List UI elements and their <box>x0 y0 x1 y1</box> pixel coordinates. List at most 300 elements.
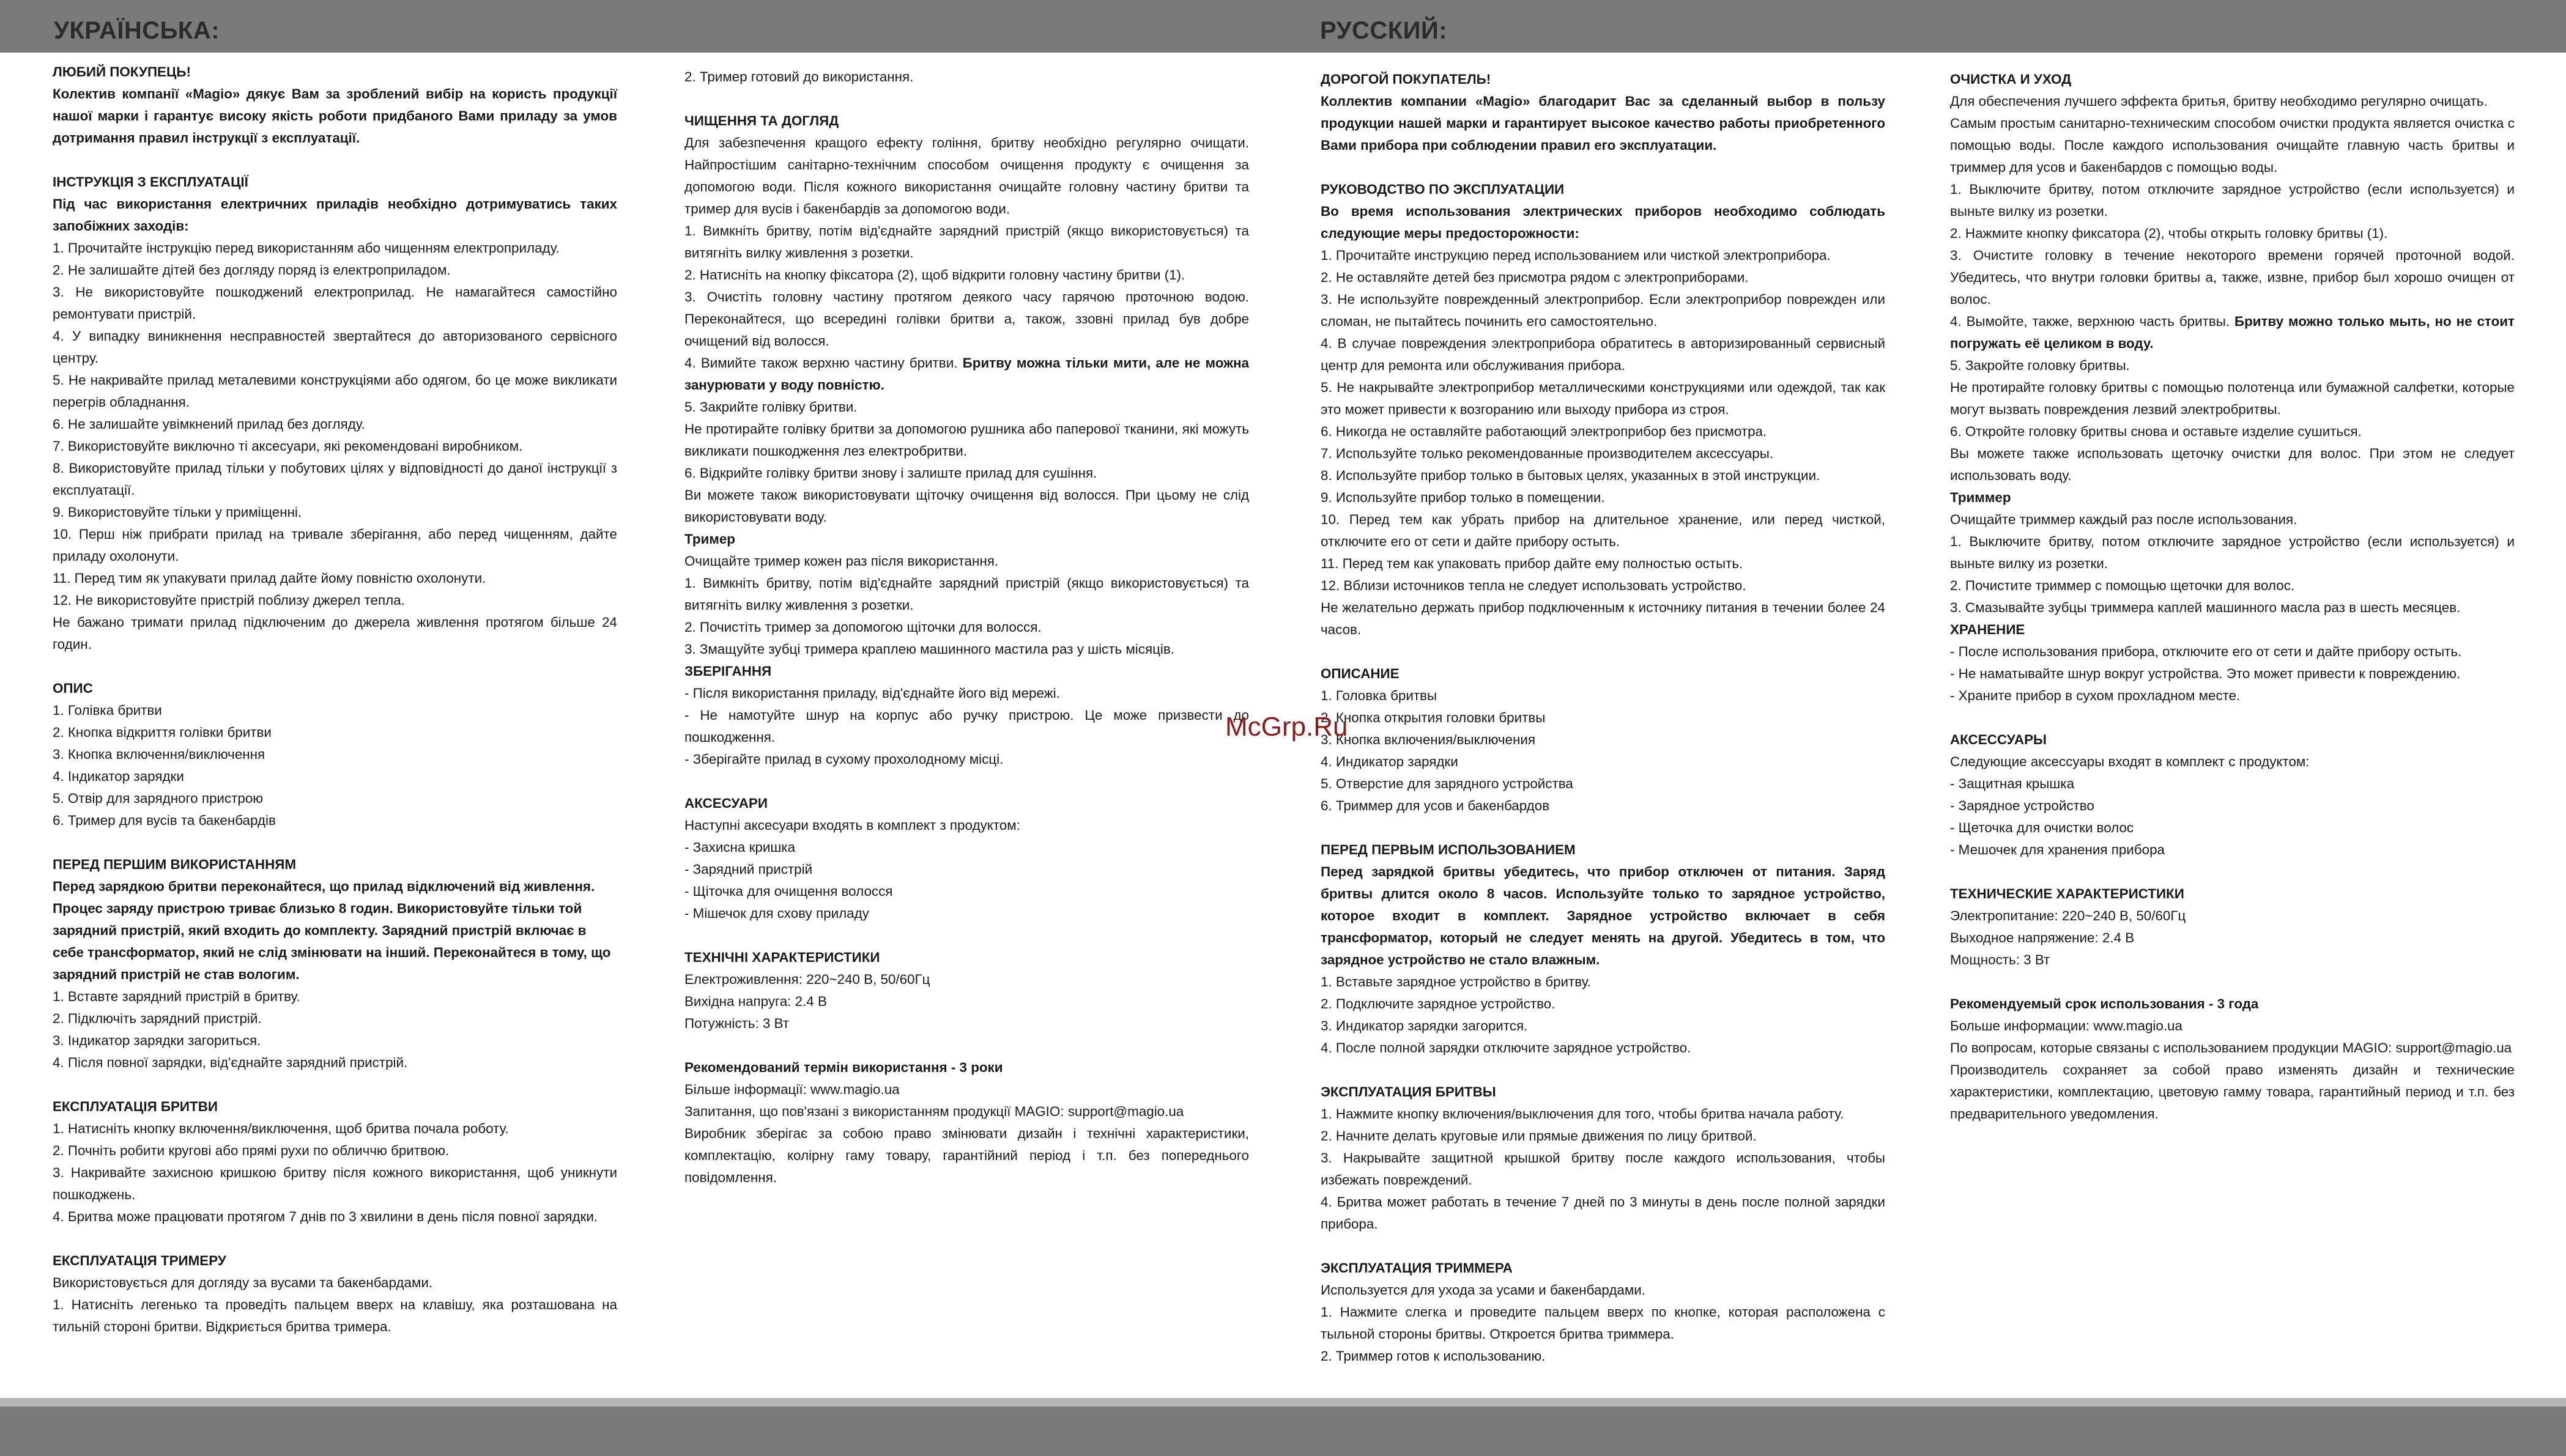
paragraph <box>53 1272 617 1294</box>
paragraph-text: 7. Используйте только рекомендованные производителем аксессуары. <box>1321 446 1774 461</box>
paragraph-text: - Після використання приладу, від'єднайте його від мережі. <box>684 686 1060 701</box>
paragraph-text: 1. Выключите бритву, потом отключите зарядное устройство (если используется) и выньте вилку из розетки. <box>1950 182 2515 219</box>
paragraph-text: ОПИС <box>53 681 93 696</box>
paragraph <box>1321 245 1885 267</box>
paragraph <box>1950 839 2515 861</box>
paragraph-text: Електроживлення: 220~240 В, 50/60Гц <box>684 972 930 987</box>
paragraph-text: 4. В случае повреждения электроприбора обратитесь в авторизированный сервисный центр для ремонта или обслуживания прибора. <box>1321 336 1885 373</box>
paragraph <box>1321 421 1885 443</box>
paragraph-text: 2. Почистіть тример за допомогою щіточки для волосся. <box>684 619 1042 635</box>
paragraph <box>1950 355 2515 377</box>
paragraph-text: 3. Індикатор зарядки загориться. <box>53 1033 261 1048</box>
paragraph <box>684 462 1249 484</box>
paragraph <box>1950 927 2515 949</box>
paragraph-text: - Не наматывайте шнур вокруг устройства. Это может привести к повреждению. <box>1950 666 2461 681</box>
paragraph <box>53 259 617 281</box>
paragraph-text: 2. Почистите триммер с помощью щеточки для волос. <box>1950 578 2295 593</box>
paragraph-text: Колектив компанії «Magio» дякує Вам за зроблений вибір на користь продукції нашої марки і гарантує високу якість роботи придбаного Вами приладу за умов дотримання правил інструкції з експлуатації. <box>53 86 617 146</box>
paragraph <box>1321 1147 1885 1191</box>
paragraph <box>53 876 617 986</box>
emphasis-text: Бритву можно только мыть, но не стоит погружать её целиком в воду. <box>1950 314 2515 351</box>
section-heading <box>1950 993 2515 1015</box>
paragraph-text: 6. Никогда не оставляйте работающий электроприбор без присмотра. <box>1321 424 1767 439</box>
paragraph <box>684 572 1249 616</box>
paragraph <box>684 352 1249 396</box>
paragraph <box>1321 1015 1885 1037</box>
section-heading <box>1950 883 2515 905</box>
section-heading <box>1950 619 2515 641</box>
paragraph <box>53 413 617 435</box>
section-heading <box>53 171 617 193</box>
section-heading <box>684 1057 1249 1079</box>
paragraph-text: 6. Тример для вусів та бакенбардів <box>53 813 276 828</box>
paragraph-text: 2. Не оставляйте детей без присмотра рядом с электроприборами. <box>1321 270 1749 285</box>
paragraph-text: Очищайте тример кожен раз після використання. <box>684 553 999 569</box>
section-heading <box>684 660 1249 682</box>
paragraph-text: 4. После полной зарядки отключите зарядное устройство. <box>1321 1040 1691 1055</box>
paragraph-text: Більше інформації: www.magio.ua <box>684 1082 900 1097</box>
paragraph <box>1321 1191 1885 1235</box>
paragraph <box>53 193 617 237</box>
paragraph-text: Больше информации: www.magio.ua <box>1950 1018 2182 1033</box>
paragraph-text: ПЕРЕД ПЕРШИМ ВИКОРИСТАННЯМ <box>53 857 297 872</box>
paragraph <box>53 722 617 744</box>
paragraph-text: 8. Используйте прибор только в бытовых целях, указанных в этой инструкции. <box>1321 468 1820 483</box>
paragraph-text: Рекомендуемый срок использования - 3 года <box>1950 996 2259 1011</box>
paragraph-text: Не бажано тримати прилад підключеним до джерела живлення протягом більше 24 годин. <box>53 615 617 652</box>
paragraph-text: 5. Отверстие для зарядного устройства <box>1321 776 1573 791</box>
paragraph-text: 5. Отвір для зарядного пристрою <box>53 791 264 806</box>
paragraph <box>53 501 617 523</box>
paragraph-text: 10. Перед тем как убрать прибор на длительное хранение, или перед чисткой, отключите его от сети и дайте прибору остыть. <box>1321 512 1885 549</box>
paragraph <box>53 457 617 501</box>
paragraph <box>1321 1103 1885 1125</box>
paragraph-text: 5. Не накривайте прилад металевими конструкціями або одягом, бо це може викликати перегрів обладнання. <box>53 372 617 410</box>
paragraph <box>53 1008 617 1030</box>
paragraph <box>1321 267 1885 289</box>
paragraph-text: ЗБЕРІГАННЯ <box>684 663 772 679</box>
paragraph-text: 1. Натисніть кнопку включення/виключення, щоб бритва почала роботу. <box>53 1121 509 1136</box>
paragraph-text: 10. Перш ніж прибрати прилад на тривале зберігання, або перед чищенням, дайте приладу охолонути. <box>53 527 617 564</box>
emphasis-text: Бритву можна тільки мити, але не можна занурювати у воду повністю. <box>684 355 1249 393</box>
paragraph <box>684 837 1249 859</box>
section-heading <box>53 61 617 83</box>
section-heading <box>1950 487 2515 509</box>
paragraph <box>684 1123 1249 1189</box>
paragraph <box>1950 597 2515 619</box>
paragraph <box>684 616 1249 638</box>
paragraph-text: 6. Не залишайте увімкнений прилад без догляду. <box>53 416 365 432</box>
paragraph <box>1321 1037 1885 1059</box>
paragraph <box>53 1140 617 1162</box>
paragraph <box>1950 531 2515 575</box>
paragraph <box>53 589 617 612</box>
paragraph-text: 3. Кнопка включення/виключення <box>53 747 265 762</box>
section-heading <box>1950 729 2515 751</box>
paragraph-text: 12. Вблизи источников тепла не следует использовать устройство. <box>1321 578 1746 593</box>
paragraph <box>1321 553 1885 575</box>
paragraph-text: 1. Нажмите слегка и проведите пальцем вверх по кнопке, которая расположена с тыльной стороны бритвы. Откроется бритва триммера. <box>1321 1304 1885 1342</box>
paragraph-text: 2. Кнопка открытия головки бритвы <box>1321 710 1546 725</box>
paragraph-text: 4. Вымойте, также, верхнюю часть бритвы. <box>1950 314 2230 329</box>
paragraph <box>53 523 617 567</box>
paragraph-text: РУКОВОДСТВО ПО ЭКСПЛУАТАЦИИ <box>1321 182 1565 197</box>
paragraph <box>1950 113 2515 179</box>
paragraph-text: - Захисна кришка <box>684 840 796 855</box>
paragraph <box>684 903 1249 925</box>
paragraph <box>1950 575 2515 597</box>
paragraph-text: АКСЕССУАРЫ <box>1950 732 2047 747</box>
paragraph-text: 6. Триммер для усов и бакенбардов <box>1321 798 1550 813</box>
paragraph-text: ХРАНЕНИЕ <box>1950 622 2025 637</box>
paragraph <box>684 991 1249 1013</box>
paragraph <box>1950 663 2515 685</box>
paragraph <box>1950 1015 2515 1037</box>
paragraph <box>1321 91 1885 157</box>
paragraph-text: - Зарядний пристрій <box>684 862 813 877</box>
paragraph <box>1950 795 2515 817</box>
paragraph-text: 12. Не використовуйте пристрій поблизу джерел тепла. <box>53 593 405 608</box>
paragraph <box>53 744 617 766</box>
paragraph <box>1950 311 2515 355</box>
paragraph-text: Тример <box>684 531 735 547</box>
paragraph-text: 4. У випадку виникнення несправностей звертайтеся до авторизованого сервісного центру. <box>53 328 617 366</box>
paragraph-text: - Зарядное устройство <box>1950 798 2094 813</box>
paragraph <box>1950 1059 2515 1125</box>
paragraph <box>1950 949 2515 971</box>
paragraph <box>53 281 617 325</box>
paragraph-text: Во время использования электрических приборов необходимо соблюдать следующие меры предосторожности: <box>1321 204 1885 241</box>
paragraph-text: ЭКСПЛУАТАЦИЯ БРИТВЫ <box>1321 1084 1496 1099</box>
section-heading <box>684 110 1249 132</box>
column-russian-left <box>1321 68 1885 1367</box>
paragraph <box>684 264 1249 286</box>
paragraph <box>684 1079 1249 1101</box>
paragraph <box>684 859 1249 881</box>
paragraph-text: Не протирайте головку бритвы с помощью полотенца или бумажной салфетки, которые могут вызвать повреждения лезвий электробритвы. <box>1950 380 2515 417</box>
paragraph-text: - Зберігайте прилад в сухому прохолодному місці. <box>684 752 1004 767</box>
paragraph <box>684 220 1249 264</box>
paragraph-text: Під час використання електричних приладів необхідно дотримуватись таких запобіжних заходів: <box>53 196 617 234</box>
paragraph-text: ЛЮБИЙ ПОКУПЕЦЬ! <box>53 64 191 79</box>
paragraph-text: ЕКСПЛУАТАЦІЯ ТРИМЕРУ <box>53 1253 226 1268</box>
paragraph-text: 1. Вимкніть бритву, потім від'єднайте зарядний пристрій (якщо використовується) та витягніть вилку живлення з розетки. <box>684 223 1249 261</box>
paragraph <box>53 83 617 149</box>
section-heading <box>684 528 1249 550</box>
paragraph-text: По вопросам, которые связаны с использованием продукции MAGIO: support@magio.ua <box>1950 1040 2512 1055</box>
paragraph-text: 1. Нажмите кнопку включения/выключения для того, чтобы бритва начала работу. <box>1321 1106 1844 1122</box>
section-heading <box>1950 68 2515 91</box>
paragraph <box>1950 773 2515 795</box>
paragraph <box>1950 905 2515 927</box>
paragraph-text: 1. Вставте зарядний пристрій в бритву. <box>53 989 300 1004</box>
paragraph <box>1950 1037 2515 1059</box>
paragraph-text: Не протирайте голівку бритви за допомогою рушника або паперової тканини, які можуть викликати пошкодження лез електробритви. <box>684 421 1249 459</box>
paragraph-text: АКСЕСУАРИ <box>684 796 768 811</box>
paragraph-text: 4. Після повної зарядки, від'єднайте зарядний пристрій. <box>53 1055 408 1070</box>
section-heading <box>684 947 1249 969</box>
paragraph-text: 3. Очистіть головну частину протягом деякого часу гарячою проточною водою. Переконайтеся, що всередині голівки бритви а, також, ззовні прилад був добре очищений від волосся. <box>684 289 1249 349</box>
paragraph <box>1321 1125 1885 1147</box>
paragraph <box>1950 509 2515 531</box>
paragraph-text: Використовується для догляду за вусами та бакенбардами. <box>53 1275 433 1290</box>
paragraph <box>1321 729 1885 751</box>
paragraph <box>53 788 617 810</box>
watermark: McGrp.Ru <box>1225 712 1348 742</box>
paragraph <box>53 1162 617 1206</box>
paragraph-text: 3. Змащуйте зубці тримера краплею машинного мастила раз у шість місяців. <box>684 641 1174 657</box>
paragraph <box>1321 751 1885 773</box>
paragraph <box>1321 509 1885 553</box>
paragraph <box>684 815 1249 837</box>
paragraph-text: 5. Закройте головку бритвы. <box>1950 358 2130 373</box>
paragraph-text: 3. Не використовуйте пошкоджений електроприлад. Не намагайтеся самостійно ремонтувати пристрій. <box>53 284 617 322</box>
paragraph-text: Перед зарядкою бритви переконайтеся, що прилад відключений від живлення. Процес заряду пристрою триває близько 8 годин. Використовуйте тільки той зарядний пристрій, який входить до комплекту. Зарядний пристрій включає в себе трансформатор, який не слід змінювати на інший. Переконайтеся в тому, що зарядний пристрій не став вологим. <box>53 879 611 982</box>
paragraph <box>1950 91 2515 113</box>
column-ukrainian-left <box>53 61 617 1338</box>
paragraph-text: ЭКСПЛУАТАЦИЯ ТРИММЕРА <box>1321 1260 1513 1276</box>
paragraph-text: 8. Використовуйте прилад тільки у побутових цілях у відповідності до даної інструкції з експлуатації. <box>53 460 617 498</box>
paragraph <box>1321 1301 1885 1345</box>
section-heading <box>1321 1081 1885 1103</box>
paragraph-text: 7. Використовуйте виключно ті аксесуари, які рекомендовані виробником. <box>53 438 523 454</box>
paragraph <box>684 286 1249 352</box>
paragraph-text: Ви можете також використовувати щіточку очищення від волосся. При цьому не слід використовувати воду. <box>684 487 1249 525</box>
paragraph <box>1321 597 1885 641</box>
paragraph-text: 2. Кнопка відкриття голівки бритви <box>53 725 272 740</box>
paragraph <box>1321 707 1885 729</box>
paragraph-text: Триммер <box>1950 490 2011 505</box>
paragraph-text: Потужність: 3 Вт <box>684 1016 790 1031</box>
paragraph <box>684 881 1249 903</box>
paragraph <box>53 810 617 832</box>
paragraph <box>53 435 617 457</box>
header-bar <box>0 0 2566 53</box>
paragraph-text: 9. Використовуйте тільки у приміщенні. <box>53 504 302 520</box>
paragraph <box>1321 201 1885 245</box>
paragraph-text: Виробник зберігає за собою право змінювати дизайн і технічні характеристики, комплектацію, колірну гаму товару, гарантійний період і т.п. без попереднього повідомлення. <box>684 1126 1249 1185</box>
paragraph <box>53 1052 617 1074</box>
paragraph-text: 9. Используйте прибор только в помещении. <box>1321 490 1605 505</box>
paragraph-text: ТЕХНІЧНІ ХАРАКТЕРИСТИКИ <box>684 950 880 965</box>
paragraph-text: 11. Перед тим як упакувати прилад дайте йому повністю охолонути. <box>53 571 486 586</box>
paragraph-text: 1. Натисніть легенько та проведіть пальцем вверх на клавішу, яка розташована на тильній стороні бритви. Відкриється бритва тримера. <box>53 1297 617 1334</box>
paragraph <box>53 1118 617 1140</box>
paragraph <box>1950 377 2515 421</box>
paragraph-text: 2. Начните делать круговые или прямые движения по лицу бритвой. <box>1321 1128 1757 1144</box>
paragraph <box>684 748 1249 770</box>
paragraph-text: Не желательно держать прибор подключенным к источнику питания в течении более 24 часов. <box>1321 600 1885 637</box>
paragraph-text: 1. Голівка бритви <box>53 703 162 718</box>
paragraph-text: 5. Закрийте голівку бритви. <box>684 399 858 415</box>
paragraph <box>1321 465 1885 487</box>
paragraph-text: 2. Натисніть на кнопку фіксатора (2), щоб відкрити головну частину бритви (1). <box>684 267 1185 283</box>
paragraph-text: 1. Прочитайте инструкцию перед использованием или чисткой электроприбора. <box>1321 248 1831 263</box>
paragraph-text: ОПИСАНИЕ <box>1321 666 1400 681</box>
paragraph <box>684 638 1249 660</box>
paragraph <box>53 237 617 259</box>
section-heading <box>1321 839 1885 861</box>
paragraph-text: - Щіточка для очищення волосся <box>684 884 893 899</box>
paragraph <box>684 396 1249 418</box>
paragraph <box>684 484 1249 528</box>
paragraph-text: ТЕХНИЧЕСКИЕ ХАРАКТЕРИСТИКИ <box>1950 886 2184 901</box>
paragraph <box>1321 861 1885 971</box>
column-ukrainian-right <box>684 66 1249 1189</box>
paragraph-text: 1. Вставьте зарядное устройство в бритву. <box>1321 974 1591 989</box>
paragraph-text: 2. Нажмите кнопку фиксатора (2), чтобы открыть головку бритвы (1). <box>1950 226 2388 241</box>
paragraph <box>684 1013 1249 1035</box>
paragraph <box>53 700 617 722</box>
language-heading-russian: РУССКИЙ: <box>1320 17 1448 44</box>
paragraph <box>1321 443 1885 465</box>
paragraph-text: Для обеспечения лучшего эффекта бритья, бритву необходимо регулярно очищать. <box>1950 94 2488 109</box>
paragraph-text: Самым простым санитарно-техническим способом очистки продукта является очистка с помощью воды. После каждого использования очищайте главную часть бритвы и триммер для усов и бакенбардов с помощью воды. <box>1950 116 2515 175</box>
paragraph-text: 4. Индикатор зарядки <box>1321 754 1458 769</box>
paragraph-text: Мощность: 3 Вт <box>1950 952 2050 967</box>
paragraph <box>684 1101 1249 1123</box>
paragraph-text: 3. Накривайте захисною кришкою бритву після кожного використання, щоб уникнути пошкоджень. <box>53 1165 617 1202</box>
paragraph <box>1321 333 1885 377</box>
paragraph-text: ОЧИСТКА И УХОД <box>1950 72 2072 87</box>
section-heading <box>53 1096 617 1118</box>
paragraph-text: ЧИЩЕННЯ ТА ДОГЛЯД <box>684 113 839 128</box>
paragraph-text: Коллектив компании «Magio» благодарит Вас за сделанный выбор в пользу продукции нашей марки и гарантирует высокое качество работы приобретенного Вами прибора при соблюдении правил его эксплуатации. <box>1321 94 1885 153</box>
paragraph-text: 2. Не залишайте дітей без догляду поряд із електроприладом. <box>53 262 451 278</box>
paragraph-text: 6. Відкрийте голівку бритви знову і залиште прилад для сушіння. <box>684 465 1097 481</box>
paragraph <box>1321 575 1885 597</box>
paragraph <box>1321 1279 1885 1301</box>
paragraph-text: Для забезпечення кращого ефекту гоління, бритву необхідно регулярно очищати. Найпростішим санітарно-технічним способом очищення продукту є очищення за допомогою води. Після кожного використання очищайте головну частину бритви та тример для вусів і бакенбардів за допомогою води. <box>684 135 1249 216</box>
paragraph <box>1321 685 1885 707</box>
paragraph <box>1321 795 1885 817</box>
section-heading <box>1321 663 1885 685</box>
paragraph-text: 2. Почніть робити кругові або прямі рухи по обличчю бритвою. <box>53 1143 450 1158</box>
paragraph <box>684 682 1249 704</box>
paragraph-text: 3. Очистите головку в течение некоторого времени горячей проточной водой. Убедитесь, что внутри головки бритвы а, также, извне, прибор был хорошо очищен от волос. <box>1950 248 2515 307</box>
paragraph-text: - Щеточка для очистки волос <box>1950 820 2134 835</box>
section-heading <box>1321 179 1885 201</box>
footer-bar <box>0 1398 2566 1456</box>
paragraph-text: 2. Подключите зарядное устройство. <box>1321 996 1556 1011</box>
paragraph <box>1321 289 1885 333</box>
paragraph-text: - Храните прибор в сухом прохладном месте. <box>1950 688 2241 703</box>
paragraph <box>1950 179 2515 223</box>
paragraph-text: 4. Вимийте також верхню частину бритви. <box>684 355 958 371</box>
paragraph <box>1321 971 1885 993</box>
paragraph <box>1950 245 2515 311</box>
paragraph-text: - Мішечок для схову приладу <box>684 906 869 921</box>
paragraph <box>684 132 1249 220</box>
paragraph <box>1321 377 1885 421</box>
paragraph-text: Выходное напряжение: 2.4 В <box>1950 930 2135 945</box>
paragraph <box>1321 1345 1885 1367</box>
paragraph-text: 1. Прочитайте інструкцію перед використанням або чищенням електроприладу. <box>53 240 560 256</box>
paragraph-text: 5. Не накрывайте электроприбор металлическими конструкциями или одеждой, так как это может привести к возгоранию или выходу прибора из строя. <box>1321 380 1885 417</box>
paragraph-text: 3. Смазывайте зубцы триммера каплей машинного масла раз в шесть месяцев. <box>1950 600 2461 615</box>
paragraph <box>684 418 1249 462</box>
paragraph <box>53 369 617 413</box>
section-heading <box>53 1250 617 1272</box>
paragraph-text: ЕКСПЛУАТАЦІЯ БРИТВИ <box>53 1099 218 1114</box>
paragraph <box>1950 751 2515 773</box>
paragraph-text: Наступні аксесуари входять в комплект з продуктом: <box>684 818 1020 833</box>
paragraph-text: Запитання, що пов'язані з використанням продукції MAGIO: support@magio.ua <box>684 1104 1184 1119</box>
paragraph <box>684 66 1249 88</box>
paragraph <box>1321 773 1885 795</box>
section-heading <box>53 678 617 700</box>
language-heading-ukrainian: УКРАЇНСЬКА: <box>54 17 220 44</box>
paragraph-text: 4. Індикатор зарядки <box>53 769 184 784</box>
paragraph-text: 1. Выключите бритву, потом отключите зарядное устройство (если используется) и выньте вилку из розетки. <box>1950 534 2515 571</box>
paragraph-text: 1. Головка бритвы <box>1321 688 1437 703</box>
paragraph <box>1321 993 1885 1015</box>
paragraph <box>1950 421 2515 443</box>
paragraph <box>1321 487 1885 509</box>
paragraph-text: Рекомендований термін використання - 3 роки <box>684 1060 1003 1075</box>
paragraph-text: 2. Тример готовий до використання. <box>684 69 914 84</box>
paragraph <box>684 969 1249 991</box>
paragraph-text: Перед зарядкой бритвы убедитесь, что прибор отключен от питания. Заряд бритвы длится около 8 часов. Используйте только то зарядное устройство, которое входит в комплект. Зарядное устройство включает в себя трансформатор, который не следует менять на другой. Убедитесь в том, что зарядное устройство не стало влажным. <box>1321 864 1885 967</box>
paragraph <box>53 325 617 369</box>
paragraph-text: 4. Бритва может работать в течение 7 дней по 3 минуты в день после полной зарядки прибора. <box>1321 1194 1885 1232</box>
paragraph <box>53 1030 617 1052</box>
paragraph-text: ДОРОГОЙ ПОКУПАТЕЛЬ! <box>1321 72 1491 87</box>
paragraph-text: 3. Кнопка включения/выключения <box>1321 732 1536 747</box>
paragraph <box>53 766 617 788</box>
paragraph-text: 2. Триммер готов к использованию. <box>1321 1348 1546 1364</box>
paragraph <box>684 704 1249 748</box>
paragraph <box>53 567 617 589</box>
paragraph-text: 6. Откройте головку бритвы снова и оставьте изделие сушиться. <box>1950 424 2362 439</box>
paragraph-text: 2. Підключіть зарядний пристрій. <box>53 1011 262 1026</box>
paragraph <box>684 550 1249 572</box>
paragraph-text: 3. Накрывайте защитной крышкой бритву после каждого использования, чтобы избежать повреждений. <box>1321 1150 1885 1188</box>
section-heading <box>684 793 1249 815</box>
paragraph-text: 3. Не используйте поврежденный электроприбор. Если электроприбор поврежден или сломан, не пытайтесь починить его самостоятельно. <box>1321 292 1885 329</box>
paragraph-text: Очищайте триммер каждый раз после использования. <box>1950 512 2297 527</box>
paragraph <box>53 612 617 656</box>
paragraph <box>53 1294 617 1338</box>
paragraph-text: Следующие аксессуары входят в комплект с продуктом: <box>1950 754 2310 769</box>
paragraph-text: - Не намотуйте шнур на корпус або ручку пристрою. Це може призвести до пошкодження. <box>684 708 1249 745</box>
section-heading <box>53 854 617 876</box>
paragraph-text: 3. Индикатор зарядки загорится. <box>1321 1018 1528 1033</box>
paragraph <box>53 1206 617 1228</box>
paragraph <box>1950 223 2515 245</box>
paragraph-text: Вихідна напруга: 2.4 В <box>684 994 827 1009</box>
paragraph-text: - Мешочек для хранения прибора <box>1950 842 2165 857</box>
paragraph-text: Производитель сохраняет за собой право изменять дизайн и технические характеристики, комплектацию, цветовую гамму товара, гарантийный период и т.п. без предварительного уведомления. <box>1950 1062 2515 1122</box>
paragraph-text: - После использования прибора, отключите его от сети и дайте прибору остыть. <box>1950 644 2462 659</box>
paragraph-text: - Защитная крышка <box>1950 776 2075 791</box>
paragraph <box>1950 817 2515 839</box>
section-heading <box>1321 1257 1885 1279</box>
paragraph-text: Электропитание: 220~240 В, 50/60Гц <box>1950 908 2186 923</box>
paragraph <box>53 986 617 1008</box>
column-russian-right <box>1950 68 2515 1125</box>
section-heading <box>1321 68 1885 91</box>
paragraph-text: Используется для ухода за усами и бакенбардами. <box>1321 1282 1645 1298</box>
paragraph <box>1950 685 2515 707</box>
paragraph-text: Вы можете также использовать щеточку очистки для волос. При этом не следует использовать воду. <box>1950 446 2515 483</box>
paragraph-text: 4. Бритва може працювати протягом 7 днів по 3 хвилини в день після повної зарядки. <box>53 1209 598 1224</box>
paragraph-text: ІНСТРУКЦІЯ З ЕКСПЛУАТАЦІЇ <box>53 174 248 190</box>
paragraph <box>1950 443 2515 487</box>
paragraph <box>1950 641 2515 663</box>
paragraph-text: ПЕРЕД ПЕРВЫМ ИСПОЛЬЗОВАНИЕМ <box>1321 842 1576 857</box>
paragraph-text: 1. Вимкніть бритву, потім від'єднайте зарядний пристрій (якщо використовується) та витягніть вилку живлення з розетки. <box>684 575 1249 613</box>
